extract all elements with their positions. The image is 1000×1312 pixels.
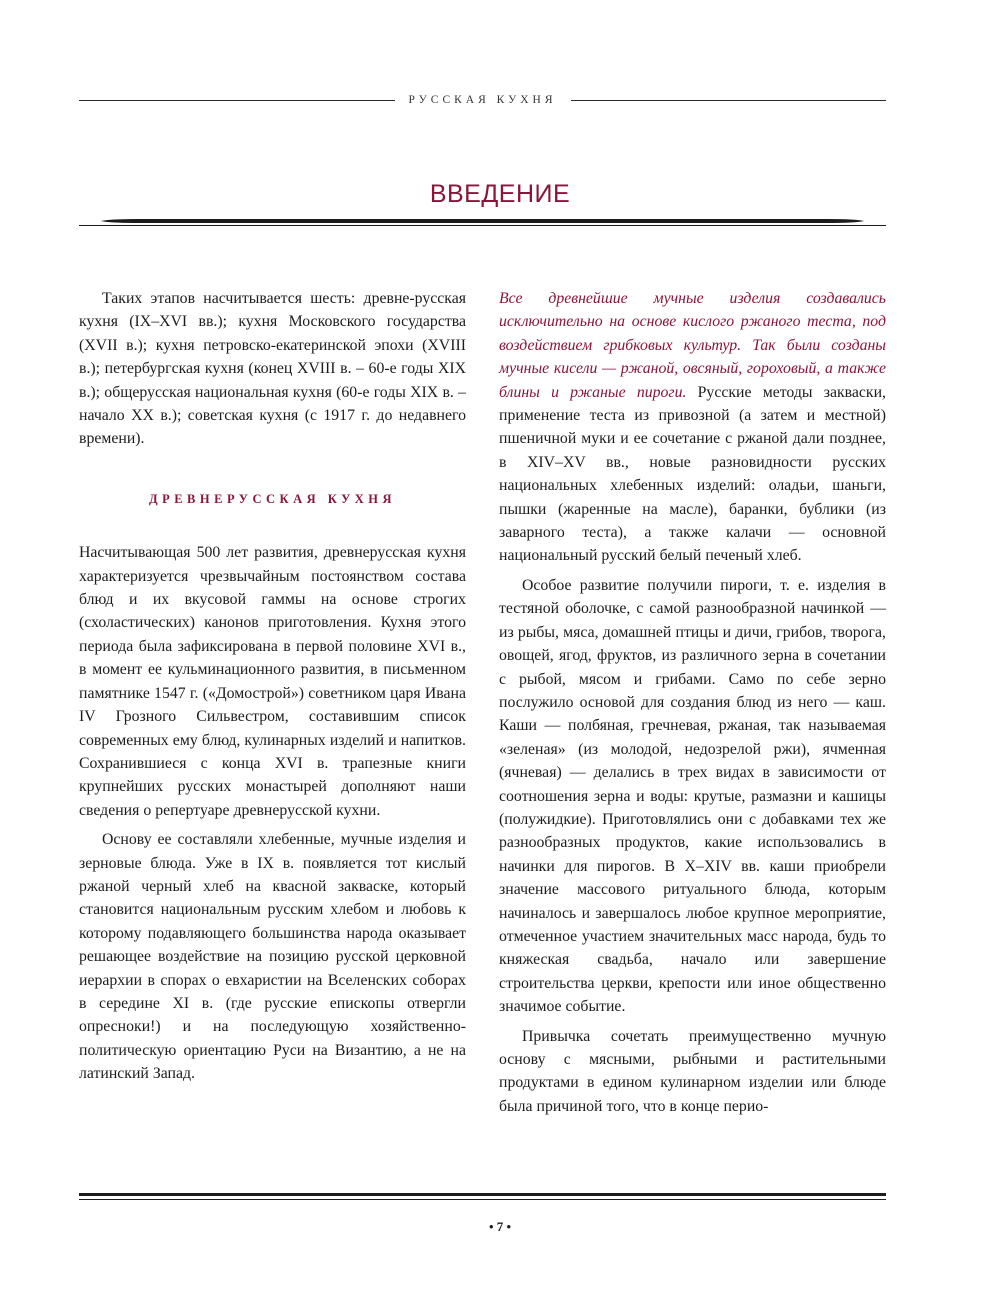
title-ornament-rule <box>79 215 886 227</box>
body-paragraph <box>499 287 886 568</box>
running-title: РУССКАЯ КУХНЯ <box>408 94 557 106</box>
italic-lead: Все древнейшие мучные изделия создавались исключительно на основе кислого ржаного теста, под воздействием грибковых культур. Так были созданы мучные кисели — ржаной, овсяный, гороховый, а также блины и ржаные пироги. <box>499 290 886 401</box>
right-column <box>499 287 886 1118</box>
header-rule-left <box>79 100 395 101</box>
page-number: • 7 • <box>488 1219 512 1234</box>
running-header <box>79 88 886 112</box>
header-rule-right <box>571 100 887 101</box>
chapter-title: ВВЕДЕНИЕ <box>429 179 571 208</box>
paragraph-continuation: Русские методы закваски, применение теста из привозной (а затем и местной) пшеничной муки и ее сочетание с ржаной дали позднее, в XIV–XV вв., новые разновидности русских национальных хлебенных изделий: оладьи, шаньги, пышки (жаренные на масле), баранки, бублики (из заварного теста), а также калачи — основной национальный русский белый печеный хлеб. <box>499 383 886 565</box>
section-heading: ДРЕВНЕРУССКАЯ КУХНЯ <box>148 491 397 506</box>
body-paragraph: Насчитывающая 500 лет развития, древнерусская кухня характеризуется чрезвычайным постоянством состава блюд и их вкусовой гаммы на основе строгих (схоластических) канонов приготовления. Кухня этого периода была зафиксирована в первой половине XVI в., в момент ее кульминационного развития, в письменном памятнике 1547 г. («Домострой») советником царя Ивана IV Грозного Сильвестром, составившим список современных ему блюд, кулинарных изделий и напитков. Сохранившиеся с конца XVI в. трапезные книги крупнейших русских монастырей дополняют наши сведения о репертуаре древнерусской кухни. <box>79 544 466 819</box>
intro-paragraph: Таких этапов насчитывается шесть: древне-русская кухня (IX–XVI вв.); кухня Московского государства (XVII в.); кухня петровско-екатеринской эпохи (XVIII в.); петербургская кухня (конец XVIII в. – 60-е годы XIX в.); общерусская национальная кухня (60-е годы XIX в. – начало XX в.); советская кухня (с 1917 г. до недавнего времени). <box>79 290 466 448</box>
left-column <box>79 287 466 1086</box>
body-paragraph: Особое развитие получили пироги, т. е. изделия в тестяной оболочке, с самой разнообразной начинкой — из рыбы, мяса, домашней птицы и дичи, грибов, творога, овощей, ягод, фруктов, из различного зерна в сочетании с рыбой, мясом и грибами. Само по себе зерно послужило основой для создания блюд из него — каш. Каши — полбяная, гречневая, ржаная, так называемая «зеленая» (из молодой, недозрелой ржи), ячменная (ячневая) — делались в трех видах в зависимости от соотношения зерна и воды: крутые, размазни и кашицы (полужидкие). Приготовлялись они с добавками тех же разнообразных продуктов, какие использовались в начинки для пирогов. В X–XIV вв. каши приобрели значение массового ритуального блюда, которым начиналось и завершалось любое крупное мероприятие, отмеченное участием значительных масс народа, будь то княжеская свадьба, начало или завершение строительства церкви, крепости или иное общественно значимое событие. <box>499 576 886 1016</box>
footer-rule <box>79 1193 886 1200</box>
body-paragraph: Привычка сочетать преимущественно мучную основу с мясными, рыбными и растительными продуктами в едином кулинарном изделии или блюде была причиной того, что в конце перио- <box>499 1027 886 1115</box>
body-paragraph: Основу ее составляли хлебенные, мучные изделия и зерновые блюда. Уже в IX в. появляется тот кислый ржаной черный хлеб на квасной закваске, который становится национальным русским хлебом и любовь к которому подавляющего большинства народа оказывает решающее воздействие на позицию русской церковной иерархии в спорах о евхаристии на Вселенских соборах в середине XI в. (где русские епископы отвергли опресноки!) и на последующую хозяйственно-политическую ориентацию Руси на Византию, а не на латинский Запад. <box>79 831 466 1083</box>
